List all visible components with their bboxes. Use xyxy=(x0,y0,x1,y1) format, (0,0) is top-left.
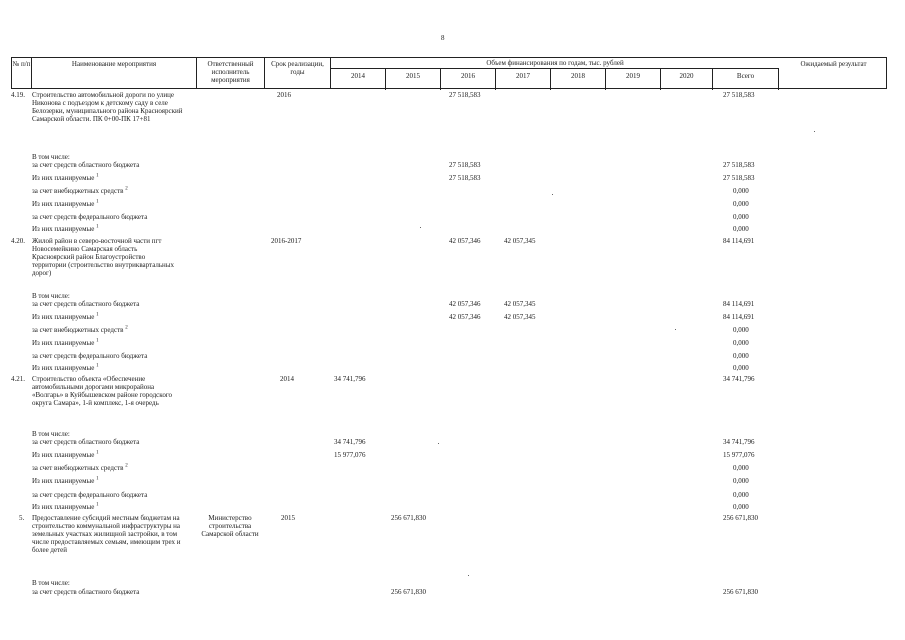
value-total: 34 741,796 xyxy=(723,438,755,446)
value-2016: 27 518,583 xyxy=(449,174,481,182)
col-header-year: 2019 xyxy=(606,69,661,90)
col-header-name: Наименование мероприятия xyxy=(32,58,197,88)
col-header-year: 2017 xyxy=(496,69,551,90)
col-header-num: № п/п xyxy=(12,58,32,88)
value-total: 0,000 xyxy=(733,464,749,472)
planned-label: Из них планируемые $^1$ xyxy=(32,224,99,233)
value-2016: 27 518,583 xyxy=(449,161,481,169)
row-name: Предоставление субсидий местным бюджетам на строительство коммунальной инфраструктуры на земельных участках жилищной застройки, в том числе предоставляемых семьям, имеющим трех и более детей xyxy=(32,514,181,555)
value-total: 84 114,691 xyxy=(723,300,755,308)
value-total: 0,000 xyxy=(733,364,749,372)
row-name: Жилой район в северо-восточной части пгт Новосемейкино Самарская область Красноярский район Благоустройство территории (строительство внутриквартальных дорог) xyxy=(32,237,174,278)
col-header-total: Всего xyxy=(713,69,779,90)
value-2016: 42 057,346 xyxy=(449,237,481,245)
value-total: 0,000 xyxy=(733,213,749,221)
planned-label: Из них планируемые $^1$ xyxy=(32,338,99,347)
row-term: 2016-2017 xyxy=(271,237,302,245)
value-2017: 42 057,345 xyxy=(504,237,536,245)
value-total: 0,000 xyxy=(733,503,749,511)
value-2016: 27 518,583 xyxy=(449,91,481,99)
value-2014: 34 741,796 xyxy=(334,438,366,446)
federal-label: за счет средств федерального бюджета xyxy=(32,352,148,360)
value-2014: 34 741,796 xyxy=(334,375,366,383)
incl-label: В том числе: xyxy=(32,292,70,300)
value-total: 0,000 xyxy=(733,200,749,208)
col-header-term: Срок реализации, годы xyxy=(265,58,331,88)
regional-label: за счет средств областного бюджета xyxy=(32,588,140,596)
row-term: 2015 xyxy=(281,514,295,522)
value-total: 0,000 xyxy=(733,477,749,485)
value-total: 256 671,830 xyxy=(723,514,758,522)
incl-label: В том числе: xyxy=(32,579,70,587)
offbudget-label: за счет внебюджетных средств $^2$ xyxy=(32,186,128,195)
col-header-year: 2018 xyxy=(551,69,606,90)
row-number: 5. xyxy=(19,514,25,522)
col-header-year: 2014 xyxy=(331,69,386,90)
col-header-funding: Объем финансирования по годам, тыс. рублей xyxy=(331,58,779,69)
row-responsible: Министерство строительства Самарской области xyxy=(201,514,259,539)
planned-label: Из них планируемые $^1$ xyxy=(32,363,99,372)
row-term: 2014 xyxy=(280,375,294,383)
value-total: 34 741,796 xyxy=(723,375,755,383)
scan-speck xyxy=(552,194,553,195)
regional-label: за счет средств областного бюджета xyxy=(32,300,140,308)
scan-speck xyxy=(814,131,815,132)
planned-label: Из них планируемые $^1$ xyxy=(32,199,99,208)
col-header-responsible: Ответственный исполнитель мероприятия xyxy=(197,58,265,88)
row-name: Строительство автомобильной дороги по улице Никонова с подъездом к детскому саду в селе Белозерки, муниципального района Красноярский Самарской области. ПК 0+00-ПК 17+81 xyxy=(32,91,183,124)
value-total: 0,000 xyxy=(733,326,749,334)
value-total: 0,000 xyxy=(733,187,749,195)
value-2017: 42 057,345 xyxy=(504,313,536,321)
value-total: 0,000 xyxy=(733,491,749,499)
value-total: 84 114,691 xyxy=(723,313,755,321)
col-header-year: 2020 xyxy=(661,69,713,90)
scan-speck xyxy=(438,443,439,444)
planned-label: Из них планируемые $^1$ xyxy=(32,502,99,511)
offbudget-label: за счет внебюджетных средств $^2$ xyxy=(32,463,128,472)
value-2015: 256 671,830 xyxy=(391,588,426,596)
row-name: Строительство объекта «Обеспечение автомобильными дорогами микрорайона «Волгарь» в Куйбышевском районе городского округа Самара», 1-й комплекс, 1-я очередь xyxy=(32,375,173,408)
offbudget-label: за счет внебюджетных средств $^2$ xyxy=(32,325,128,334)
row-term: 2016 xyxy=(277,91,291,99)
regional-label: за счет средств областного бюджета xyxy=(32,438,140,446)
value-total: 0,000 xyxy=(733,352,749,360)
col-header-year: 2015 xyxy=(386,69,441,90)
scan-speck xyxy=(468,575,469,576)
planned-label: Из них планируемые $^1$ xyxy=(32,312,99,321)
incl-label: В том числе: xyxy=(32,153,70,161)
planned-label: Из них планируемые $^1$ xyxy=(32,450,99,459)
scan-speck xyxy=(675,329,676,330)
incl-label: В том числе: xyxy=(32,430,70,438)
value-total: 256 671,830 xyxy=(723,588,758,596)
col-header-year: 2016 xyxy=(441,69,496,90)
row-number: 4.21. xyxy=(11,375,25,383)
value-total: 0,000 xyxy=(733,225,749,233)
value-total: 84 114,691 xyxy=(723,237,755,245)
row-number: 4.19. xyxy=(11,91,25,99)
row-number: 4.20. xyxy=(11,237,25,245)
value-total: 15 977,076 xyxy=(723,451,755,459)
planned-label: Из них планируемые $^1$ xyxy=(32,476,99,485)
planned-label: Из них планируемые $^1$ xyxy=(32,173,99,182)
value-2017: 42 057,345 xyxy=(504,300,536,308)
scan-speck xyxy=(420,227,421,228)
col-header-result: Ожидаемый результат xyxy=(800,60,867,68)
federal-label: за счет средств федерального бюджета xyxy=(32,491,148,499)
value-total: 27 518,583 xyxy=(723,161,755,169)
value-total: 27 518,583 xyxy=(723,91,755,99)
value-2015: 256 671,830 xyxy=(391,514,426,522)
federal-label: за счет средств федерального бюджета xyxy=(32,213,148,221)
value-2016: 42 057,346 xyxy=(449,300,481,308)
value-total: 27 518,583 xyxy=(723,174,755,182)
value-total: 0,000 xyxy=(733,339,749,347)
table-header xyxy=(11,57,887,89)
value-2016: 42 057,346 xyxy=(449,313,481,321)
value-2014: 15 977,076 xyxy=(334,451,366,459)
regional-label: за счет средств областного бюджета xyxy=(32,161,140,169)
page-number: 8 xyxy=(441,34,445,42)
